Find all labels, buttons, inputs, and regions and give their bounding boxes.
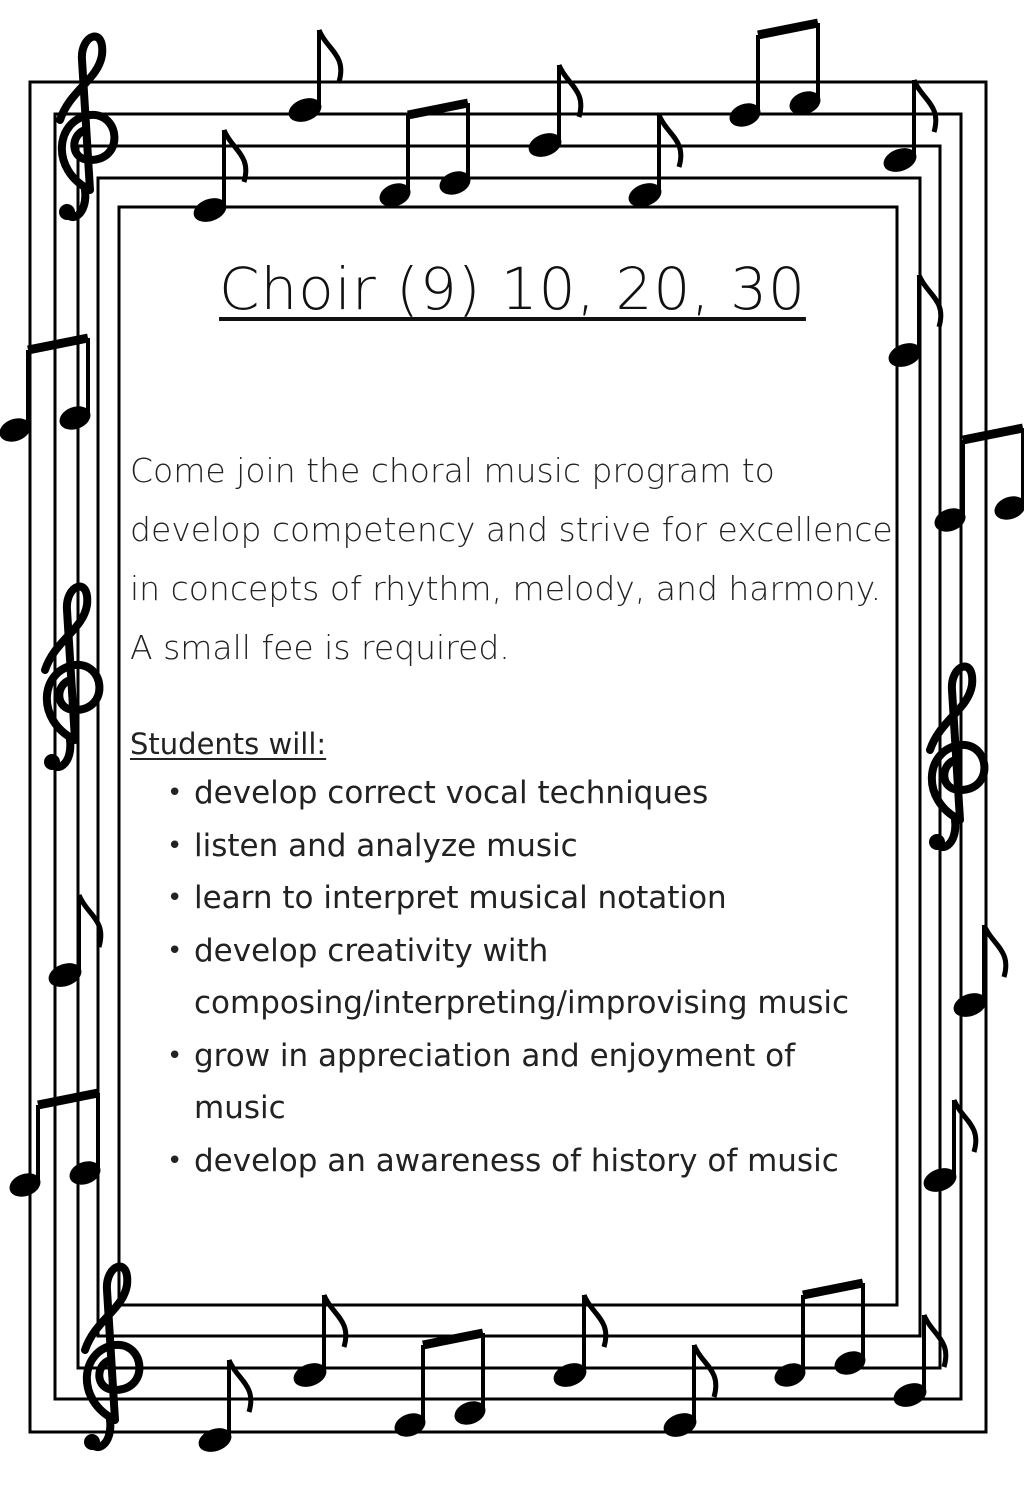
list-item: • develop creativity with composing/interpreting/improvising music bbox=[167, 932, 850, 1021]
treble-clef-icon bbox=[84, 1266, 139, 1450]
list-item: • develop correct vocal techniques bbox=[167, 775, 709, 811]
eighth-note-icon bbox=[550, 1295, 606, 1391]
beamed-notes-icon bbox=[931, 428, 1024, 536]
page-title: Choir (9) 10, 20, 30 bbox=[219, 255, 806, 323]
outcomes-list bbox=[130, 767, 895, 1187]
eighth-note-icon bbox=[880, 80, 936, 176]
beamed-notes-icon bbox=[376, 103, 474, 211]
eighth-note-icon bbox=[950, 925, 1006, 1021]
eighth-note-icon bbox=[660, 1345, 716, 1441]
beamed-notes-icon bbox=[0, 338, 94, 446]
eighth-note-icon bbox=[625, 115, 681, 211]
flyer-content bbox=[130, 255, 895, 1187]
beamed-notes-icon bbox=[391, 1333, 489, 1441]
eighth-note-icon bbox=[920, 1100, 976, 1196]
list-item: • learn to interpret musical notation bbox=[167, 880, 727, 916]
eighth-note-icon bbox=[285, 30, 341, 126]
treble-clef-icon bbox=[929, 666, 984, 850]
students-will-label: Students will: bbox=[130, 727, 327, 761]
treble-clef-icon bbox=[59, 36, 114, 220]
list-item: • listen and analyze music bbox=[167, 827, 578, 864]
eighth-note-icon bbox=[890, 1315, 946, 1411]
eighth-note-icon bbox=[290, 1295, 346, 1391]
intro-paragraph: Come join the choral music program to develop competency and strive for excellence in concepts of rhythm, melody, and harmony. A small fee is required. bbox=[130, 451, 893, 667]
treble-clef-icon bbox=[44, 586, 99, 770]
list-item: • develop an awareness of history of music bbox=[167, 1142, 839, 1179]
eighth-note-icon bbox=[195, 1360, 251, 1456]
list-item: • grow in appreciation and enjoyment of music bbox=[167, 1037, 796, 1126]
